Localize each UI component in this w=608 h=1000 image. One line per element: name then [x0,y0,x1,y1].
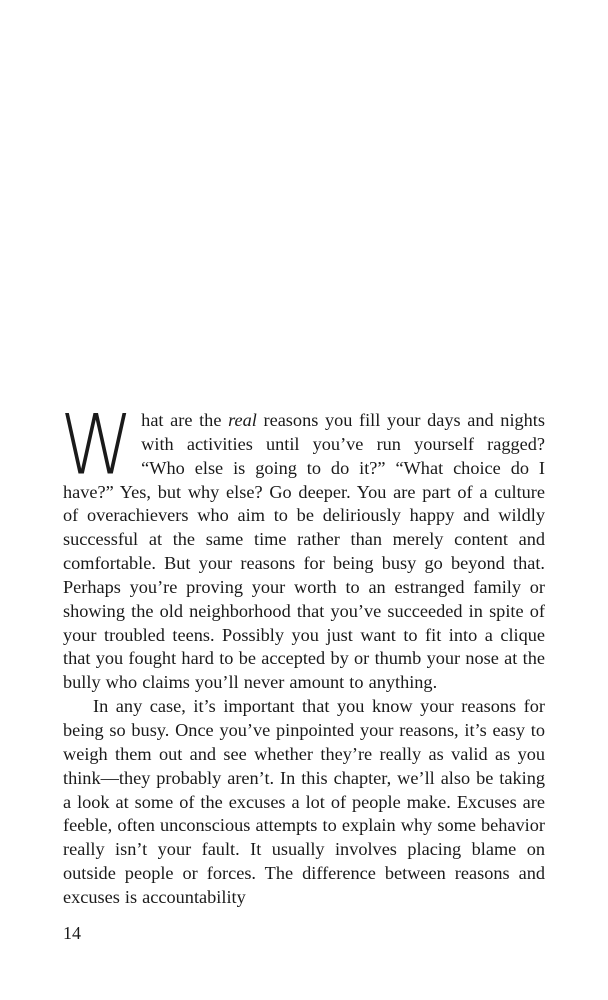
page-number: 14 [63,923,81,943]
body-text [60,397,545,910]
drop-cap: W [60,397,132,494]
paragraph-1-rest: reasons you fill your days and nights with activities until you’ve run yourself ragged? “Who else is going to do it?” “What choice do I have?” Yes, but why else? Go deeper. You are part of a culture of overachievers who aim to be deliriously happy and wildly successful at the same time rather than merely content and comfortable. But your reasons for being busy go beyond that. Perhaps you’re proving your worth to an estranged family or showing the old neighborhood that you’ve succeeded in spite of your troubled teens. Possibly you just want to fit into a clique that you fought hard to be accepted by or thumb your nose at the bully who claims you’ll never amount to anything. [63,410,545,693]
paragraph-1-lead: hat are the [141,410,229,430]
paragraph-2: In any case, it’s important that you know your reasons for being so busy. Once you’ve pinpointed your reasons, it’s easy to weigh them out and see whether they’re really as valid as you think—they probably aren’t. In this chapter, we’ll also be taking a look at some of the excuses a lot of people make. Excuses are feeble, often unconscious attempts to explain why some behavior really isn’t your fault. It usually involves placing blame on outside people or forces. The difference between reasons and excuses is accountability [63,696,545,907]
paragraph-1 [60,397,545,695]
emphasis-real: real [228,410,257,430]
